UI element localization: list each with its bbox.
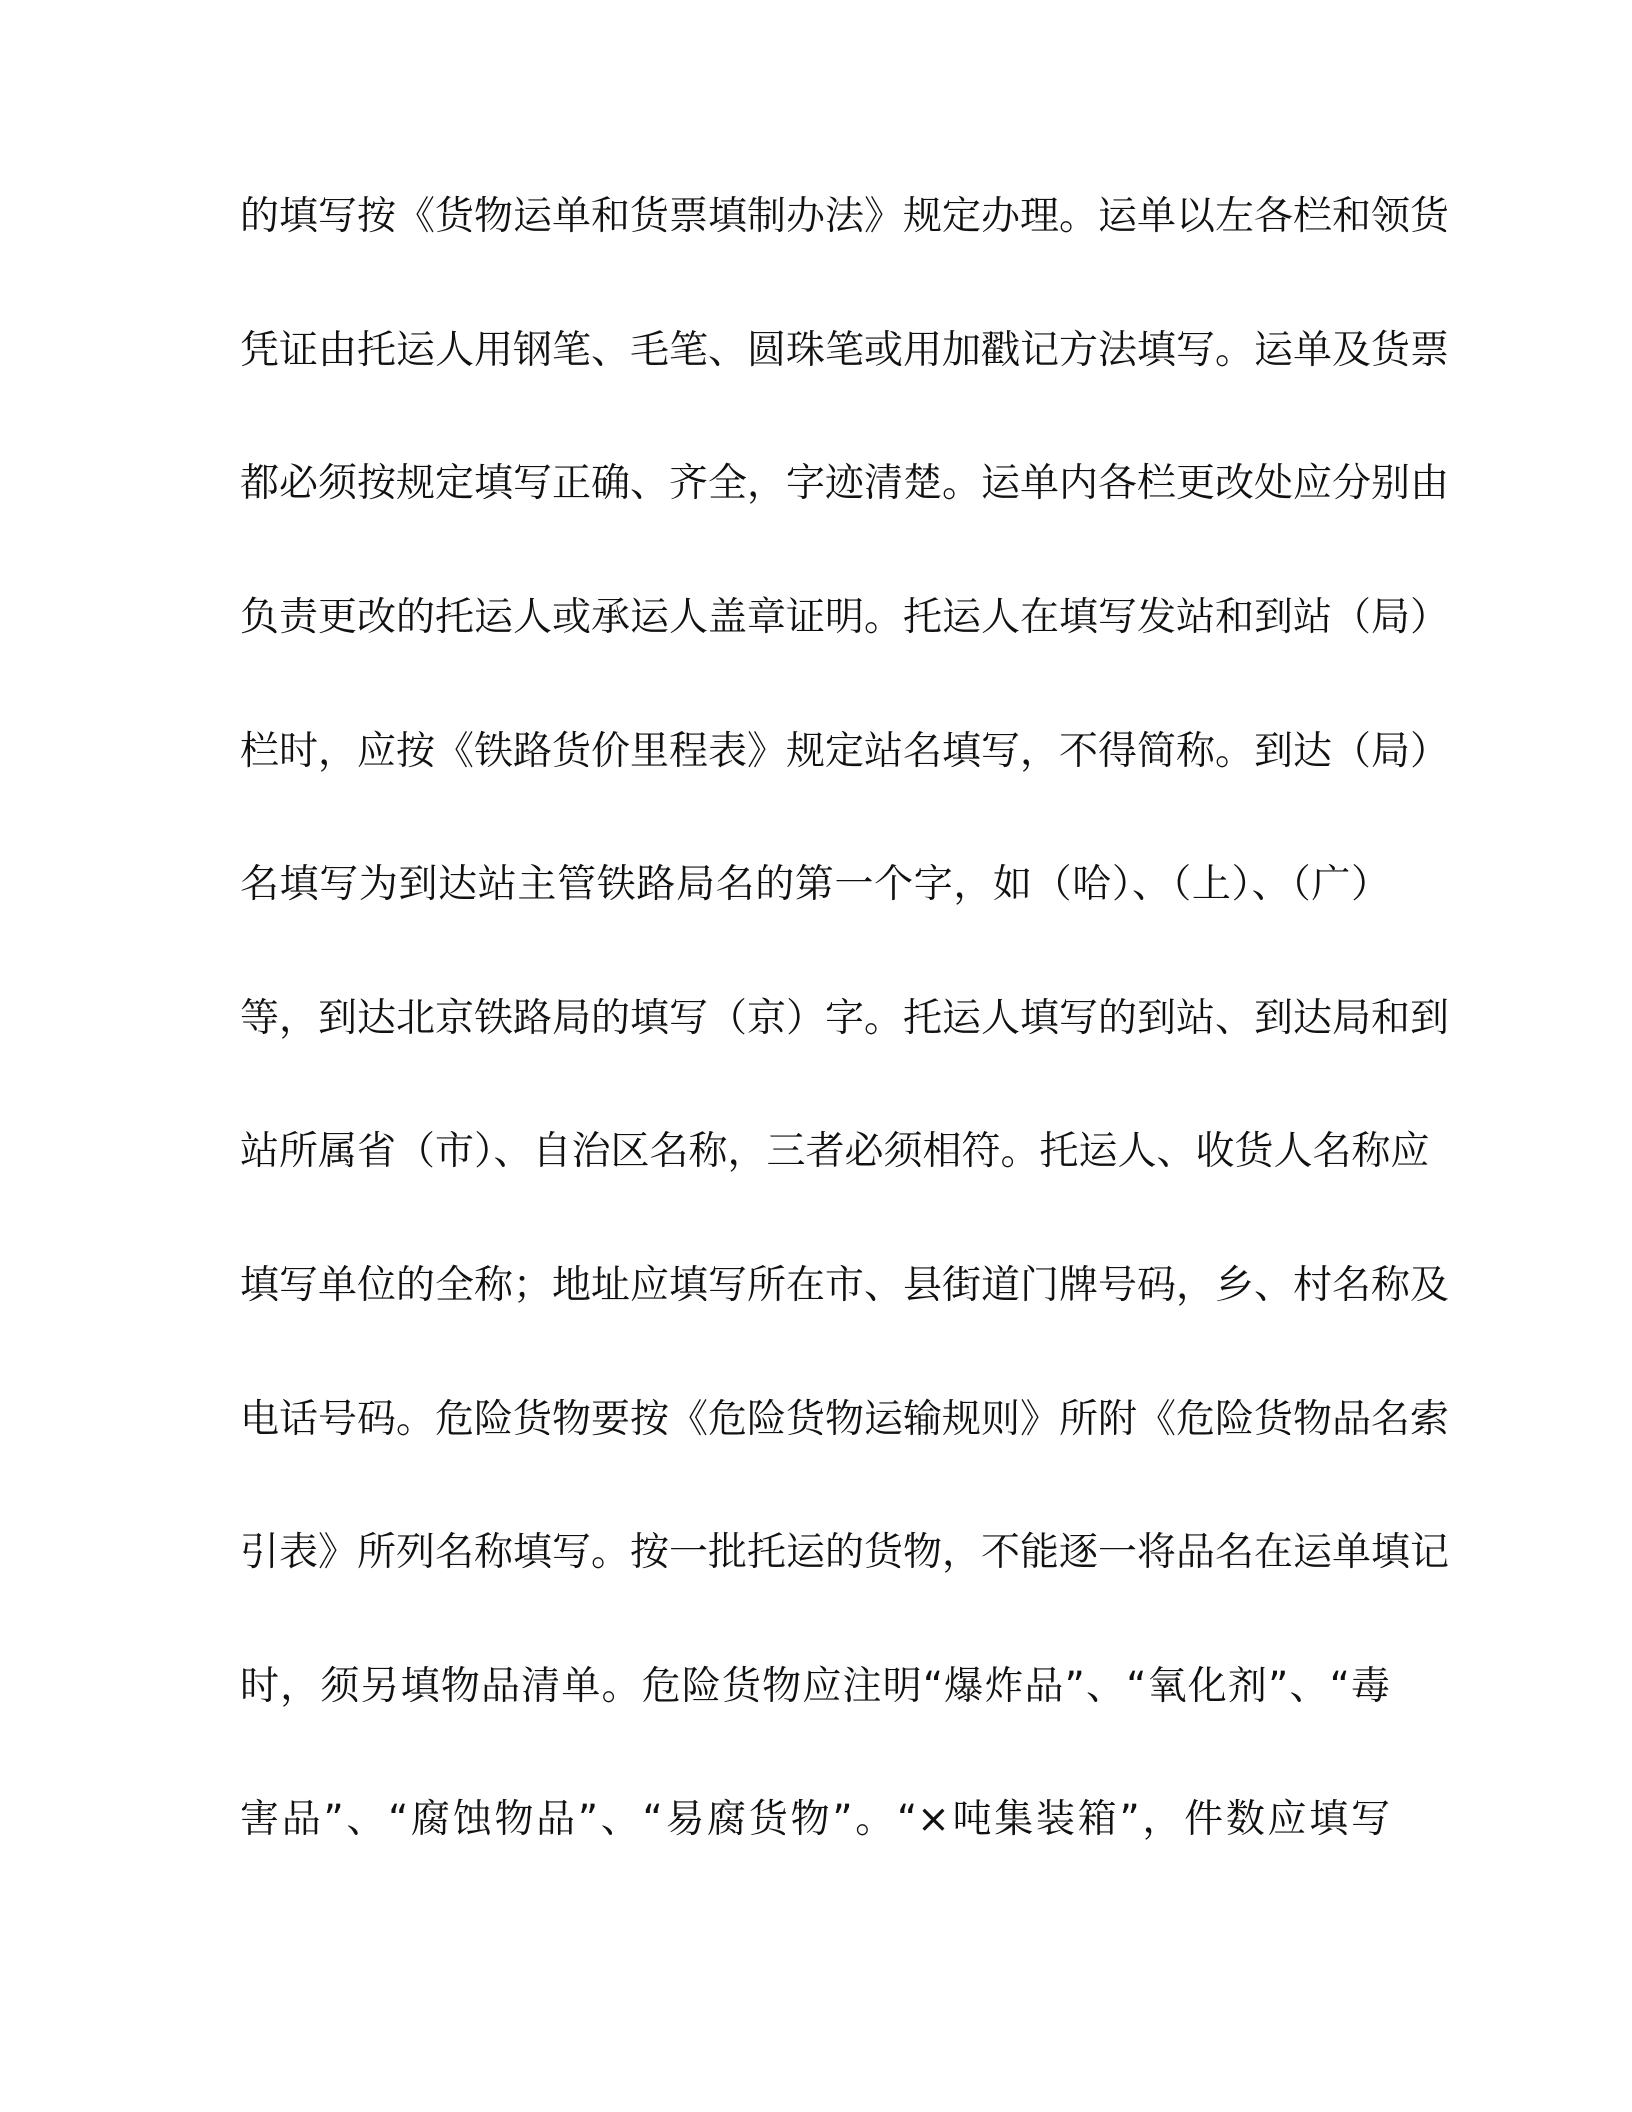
text-line-8: 站所属省（市）、自治区名称，三者必须相符。托运人、收货人名称应 (240, 1129, 1430, 1174)
text-line-4: 负责更改的托运人或承运人盖章证明。托运人在填写发站和到站（局） (240, 595, 1450, 640)
text-line-12: 时，须另填物品清单。危险货物应注明“爆炸品”、“氧化剂”、“毒 (240, 1664, 1390, 1709)
text-line-13: 害品”、“腐蚀物品”、“易腐货物”。“×吨集装箱”，件数应填写 (240, 1797, 1390, 1842)
text-line-3: 都必须按规定填写正确、齐全，字迹清楚。运单内各栏更改处应分别由 (240, 461, 1450, 506)
text-line-9: 填写单位的全称；地址应填写所在市、县街道门牌号码，乡、村名称及 (240, 1263, 1450, 1308)
text-line-6: 名填写为到达站主管铁路局名的第一个字，如（哈）、（上）、（广） (240, 862, 1390, 907)
text-line-11: 引表》所列名称填写。按一批托运的货物，不能逐一将品名在运单填记 (240, 1530, 1450, 1575)
text-line-5: 栏时，应按《铁路货价里程表》规定站名填写，不得简称。到达（局） (240, 729, 1450, 774)
text-line-2: 凭证由托运人用钢笔、毛笔、圆珠笔或用加戳记方法填写。运单及货票 (240, 328, 1450, 373)
text-line-10: 电话号码。危险货物要按《危险货物运输规则》所附《危险货物品名索 (240, 1397, 1450, 1442)
text-line-1: 的填写按《货物运单和货票填制办法》规定办理。运单以左各栏和领货 (240, 194, 1450, 239)
text-line-7: 等，到达北京铁路局的填写（京）字。托运人填写的到站、到达局和到 (240, 996, 1450, 1041)
